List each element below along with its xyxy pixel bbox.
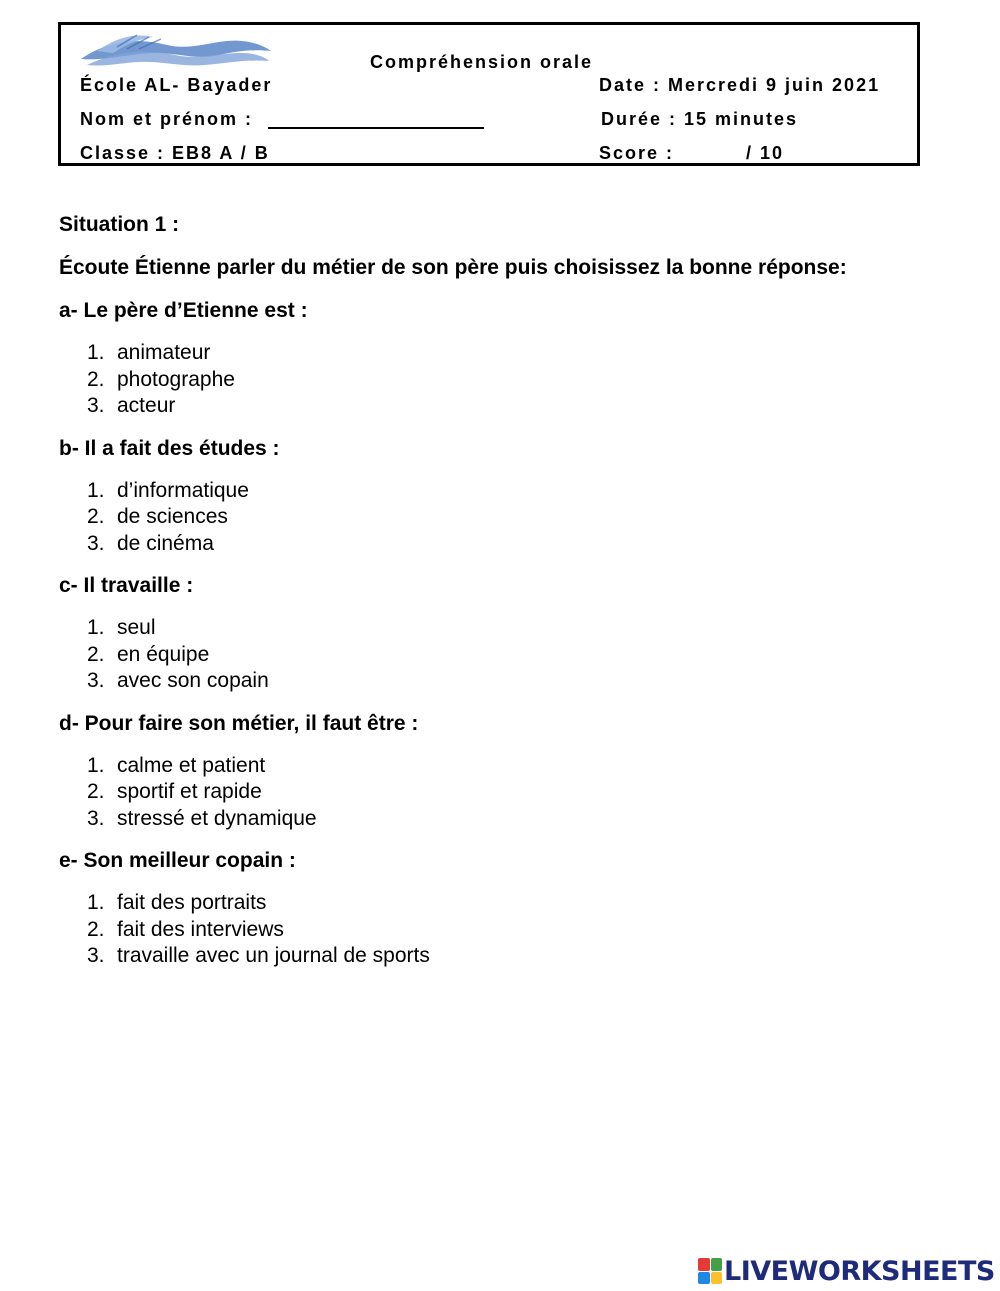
options-list-b (59, 478, 939, 558)
liveworksheets-logo-icon (698, 1258, 722, 1284)
options-list-e (59, 890, 939, 970)
options-list-a (59, 340, 939, 420)
option-item[interactable]: 3. travaille avec un journal de sports (87, 944, 430, 967)
brand-name: LIVEWORKSHEETS (724, 1255, 995, 1287)
option-item[interactable]: 2. en équipe (87, 642, 210, 666)
name-field[interactable] (268, 127, 484, 129)
instruction-text: Écoute Étienne parler du métier de son père puis choisissez la bonne réponse: (59, 256, 847, 279)
question-a: a- Le père d’Etienne est : (59, 299, 308, 322)
score-total: / 10 (746, 143, 785, 163)
option-item[interactable]: 2. sportif et rapide (87, 780, 262, 803)
page-title: Compréhension orale (370, 52, 594, 72)
score-label: Score : (599, 143, 675, 163)
class-label: Classe : EB8 A / B (80, 143, 270, 163)
name-label: Nom et prénom : (80, 109, 254, 129)
option-item[interactable]: 1. seul (87, 616, 156, 639)
option-item[interactable]: 3. acteur (87, 394, 176, 417)
option-item[interactable]: 3. avec son copain (87, 669, 269, 692)
worksheet-content (59, 212, 939, 986)
question-d: d- Pour faire son métier, il faut être : (59, 711, 419, 735)
option-item[interactable]: 1. animateur (87, 341, 211, 364)
school-logo-icon (77, 31, 273, 71)
option-item[interactable]: 1. fait des portraits (87, 891, 267, 914)
option-item[interactable]: 2. de sciences (87, 505, 228, 528)
question-c: c- Il travaille : (59, 574, 194, 597)
exam-date: Date : Mercredi 9 juin 2021 (599, 75, 881, 95)
options-list-c (59, 615, 939, 695)
option-item[interactable]: 3. de cinéma (87, 531, 214, 555)
options-list-d (59, 753, 939, 833)
question-b: b- Il a fait des études : (59, 436, 280, 460)
school-name: École AL- Bayader (80, 75, 273, 95)
liveworksheets-brand (698, 1257, 995, 1285)
option-item[interactable]: 3. stressé et dynamique (87, 806, 317, 830)
question-e: e- Son meilleur copain : (59, 849, 296, 872)
situation-heading: Situation 1 : (59, 213, 180, 236)
option-item[interactable]: 1. calme et patient (87, 753, 266, 777)
option-item[interactable]: 2. fait des interviews (87, 917, 284, 941)
option-item[interactable]: 2. photographe (87, 367, 235, 391)
option-item[interactable]: 1. d’informatique (87, 478, 249, 502)
header-box (58, 22, 920, 166)
exam-duration: Durée : 15 minutes (601, 109, 799, 129)
